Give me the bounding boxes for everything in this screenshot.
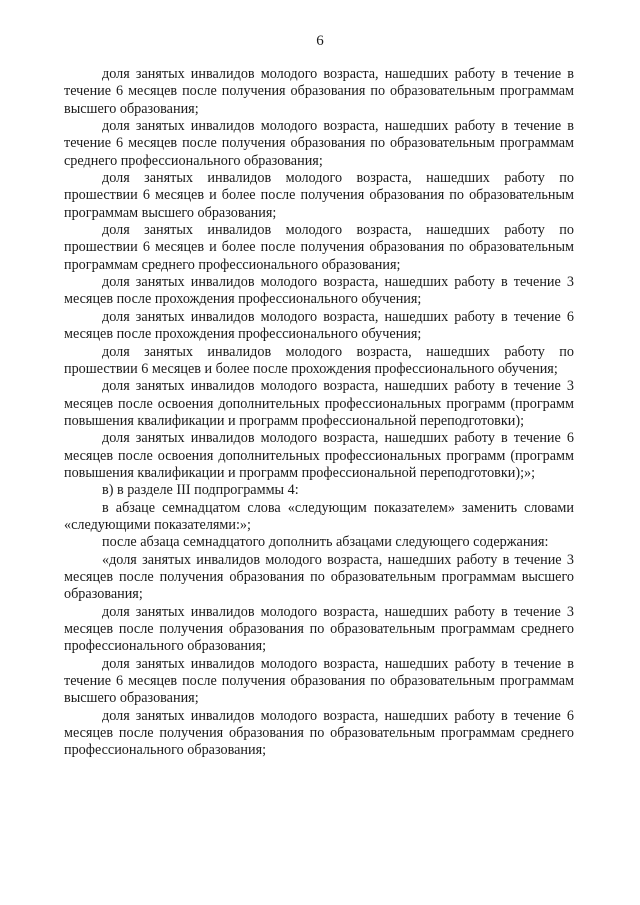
paragraph: доля занятых инвалидов молодого возраста, нашедших работу в течение в течение 6 месяцев после получения образования по образовательным программам высшего образования; bbox=[64, 66, 574, 117]
paragraph: доля занятых инвалидов молодого возраста, нашедших работу по прошествии 6 месяцев и более после получения образования по образовательным программам высшего образования; bbox=[64, 170, 574, 221]
paragraph: в) в разделе III подпрограммы 4: bbox=[102, 482, 299, 499]
paragraph: доля занятых инвалидов молодого возраста, нашедших работу в течение 3 месяцев после прохождения профессионального обучения; bbox=[64, 274, 574, 308]
paragraph: доля занятых инвалидов молодого возраста, нашедших работу в течение в течение 6 месяцев после получения образования по образовательным программам среднего профессионального образования; bbox=[64, 118, 574, 169]
page-number: 6 bbox=[316, 33, 324, 49]
paragraph: доля занятых инвалидов молодого возраста, нашедших работу в течение в течение 6 месяцев после получения образования по образовательным программам высшего образования; bbox=[64, 655, 574, 707]
paragraph: доля занятых инвалидов молодого возраста, нашедших работу в течение 3 месяцев после получения образования по образовательным программам среднего профессионального образования; bbox=[64, 603, 574, 655]
paragraph: доля занятых инвалидов молодого возраста, нашедших работу по прошествии 6 месяцев и более после получения образования по образовательным программам среднего профессионального образования; bbox=[64, 222, 574, 273]
document-body bbox=[64, 66, 574, 760]
paragraph: «доля занятых инвалидов молодого возраста, нашедших работу в течение 3 месяцев после получения образования по образовательным программам высшего образования; bbox=[64, 551, 574, 603]
paragraph: доля занятых инвалидов молодого возраста, нашедших работу в течение 6 месяцев после получения образования по образовательным программам среднего профессионального образования; bbox=[64, 707, 574, 759]
paragraph: после абзаца семнадцатого дополнить абзацами следующего содержания: bbox=[102, 534, 549, 551]
paragraph: доля занятых инвалидов молодого возраста, нашедших работу по прошествии 6 месяцев и более после прохождения профессионального обучения; bbox=[64, 343, 574, 377]
paragraph: доля занятых инвалидов молодого возраста, нашедших работу в течение 6 месяцев после освоения дополнительных профессиональных программ (программ повышения квалификации и программ профессиональной переподготовки);»; bbox=[64, 430, 574, 481]
paragraph: доля занятых инвалидов молодого возраста, нашедших работу в течение 6 месяцев после прохождения профессионального обучения; bbox=[64, 308, 574, 343]
paragraph: в абзаце семнадцатом слова «следующим показателем» заменить словами «следующими показателями:»; bbox=[64, 499, 574, 533]
paragraph: доля занятых инвалидов молодого возраста, нашедших работу в течение 3 месяцев после освоения дополнительных профессиональных программ (программ повышения квалификации и программ профессиональной переподготовки); bbox=[64, 378, 574, 429]
